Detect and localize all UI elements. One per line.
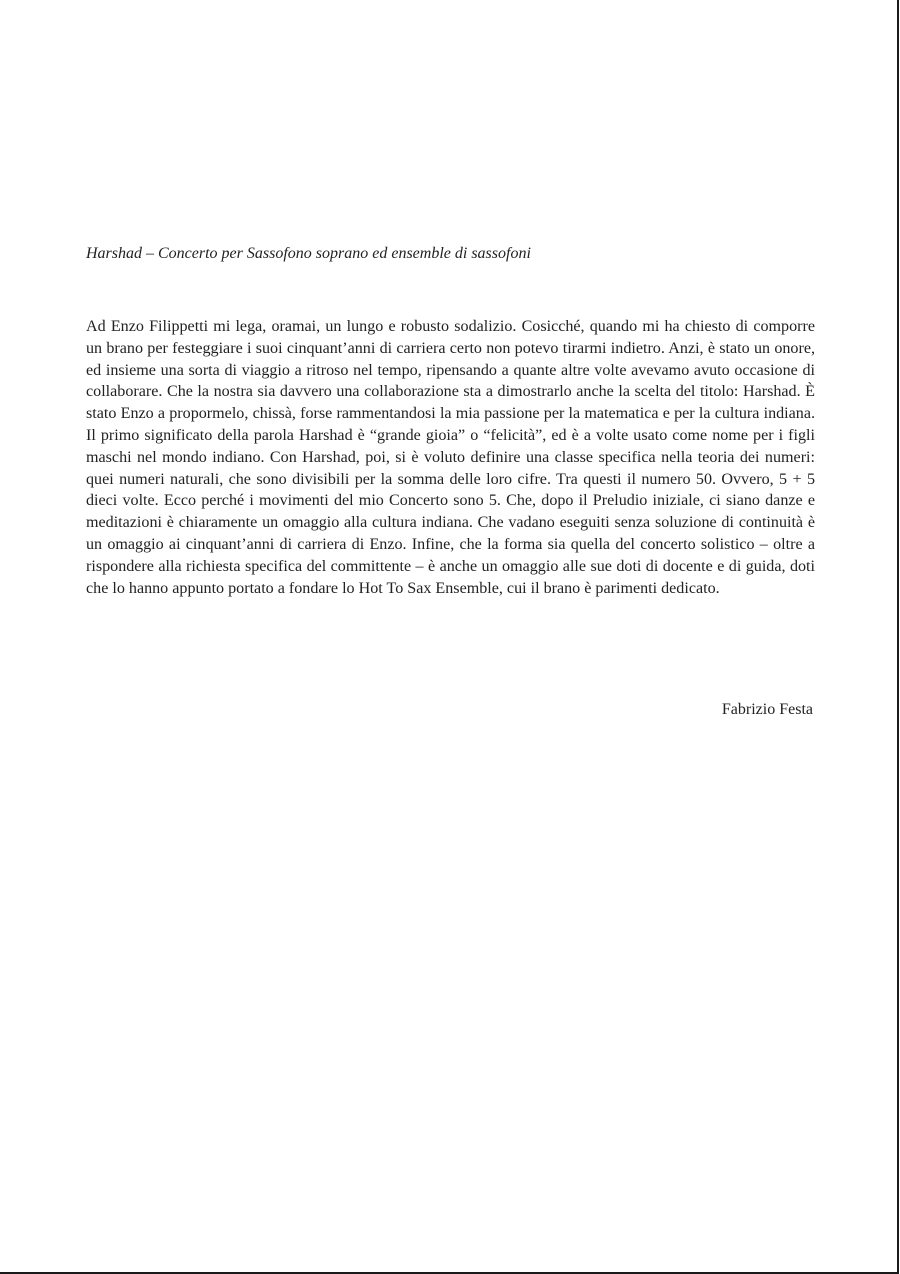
author-signature: Fabrizio Festa [721, 701, 813, 718]
document-title: Harshad – Concerto per Sassofono soprano ed ensemble di sassofoni [86, 245, 531, 262]
body-paragraph: Ad Enzo Filippetti mi lega, oramai, un lungo e robusto sodalizio. Cosicché, quando mi ha chiesto di comporre un brano per festeggiare i suoi cinquant’anni di carriera certo non potevo tirarmi indietro. Anzi, è stato un onore, ed insieme una sorta di viaggio a ritroso nel tempo, ripensando a quante altre volte avevamo avuto occasione di collaborare. Che la nostra sia davvero una collaborazione sta a dimostrarlo anche la scelta del titolo: Harshad. È stato Enzo a propormelo, chissà, forse rammentandosi la mia passione per la matematica e per la cultura indiana. Il primo significato della parola Harshad è “grande gioia” o “felicità”, ed è a volte usato come nome per i figli maschi nel mondo indiano. Con Harshad, poi, si è voluto definire una classe specifica nella teoria dei numeri: quei numeri naturali, che sono divisibili per la somma delle loro cifre. Tra questi il numero 50. Ovvero, 5 + 5 dieci volte. Ecco perché i movimenti del mio Concerto sono 5. Che, dopo il Preludio iniziale, ci siano danze e meditazioni è chiaramente un omaggio alla cultura indiana. Che vadano eseguiti senza soluzione di continuità è un omaggio ai cinquant’anni di carriera di Enzo. Infine, che la forma sia quella del concerto solistico – oltre a rispondere alla richiesta specifica del committente – è anche un omaggio alle sue doti di docente e di guida, doti che lo hanno appunto portato a fondare lo Hot To Sax Ensemble, cui il brano è parimenti dedicato. [86, 318, 815, 597]
